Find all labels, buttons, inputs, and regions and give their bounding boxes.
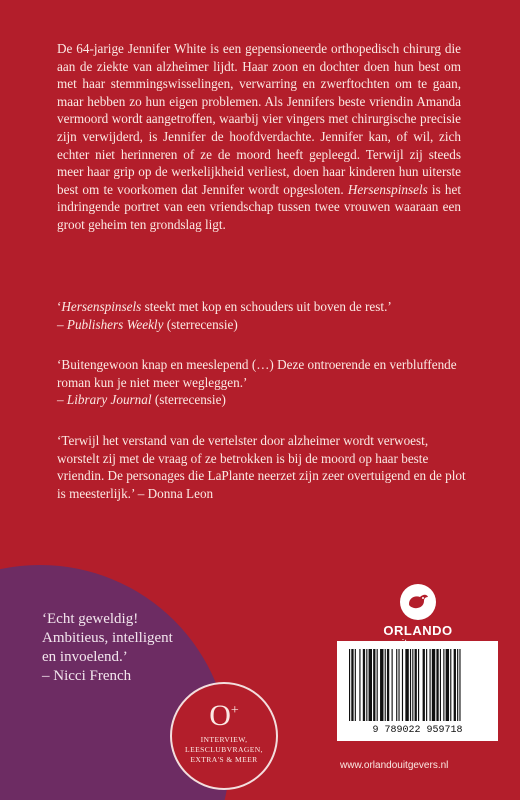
barcode-bar xyxy=(412,649,413,721)
barcode-bar xyxy=(359,649,360,721)
blurb-book-title: Hersenspinsels xyxy=(347,181,428,197)
barcode-bar xyxy=(385,649,386,721)
barcode-bar xyxy=(426,649,427,721)
barcode-bar xyxy=(402,649,403,721)
barcode-bars xyxy=(347,649,488,721)
barcode-bar xyxy=(446,649,449,721)
badge-text: INTERVIEW, LEESCLUBVRAGEN, EXTRA'S & MEER xyxy=(185,735,263,764)
quote-source: Library Journal xyxy=(66,392,152,408)
barcode-bar xyxy=(380,649,383,721)
blurb-end: is het indringende portret van een vriendschap tussen twee vrouwen waaraan een groot geheim ten grondslag ligt. xyxy=(57,181,461,232)
barcode-bar xyxy=(450,649,451,721)
extras-badge xyxy=(170,682,278,790)
barcode-bar xyxy=(363,649,365,721)
barcode-bar xyxy=(405,649,408,721)
publisher-name: ORLANDO xyxy=(383,623,453,638)
review-quote-1: ‘Hersenspinsels steekt met kop en schouders uit boven de rest.’ – Publishers Weekly (sterrecensie) xyxy=(57,299,392,332)
barcode-bar xyxy=(398,649,399,721)
barcode-bar xyxy=(396,649,397,721)
barcode-bar xyxy=(418,649,419,721)
barcode-bar xyxy=(366,649,367,721)
barcode-bar xyxy=(432,649,435,721)
barcode-bar xyxy=(392,649,393,721)
barcode-bar xyxy=(459,649,460,721)
barcode-bar xyxy=(410,649,411,721)
barcode-bar xyxy=(387,649,389,721)
barcode xyxy=(337,641,498,741)
barcode-bar xyxy=(436,649,438,721)
quote-book-title: Hersenspinsels xyxy=(61,299,142,314)
barcode-bar xyxy=(351,649,353,721)
blurb-text xyxy=(57,40,461,234)
barcode-bar xyxy=(355,649,356,721)
barcode-bar xyxy=(440,649,441,721)
quote-source: Publishers Weekly xyxy=(66,316,164,332)
bird-icon xyxy=(400,584,436,620)
barcode-bar xyxy=(377,649,378,721)
barcode-bar xyxy=(415,649,417,721)
barcode-bar xyxy=(457,649,458,721)
barcode-bar xyxy=(349,649,350,721)
barcode-bar xyxy=(373,649,375,721)
blurb-main: De 64-jarige Jennifer White is een gepensioneerde orthopedisch chirurg die aan de ziekte van alzheimer lijdt. Haar zoon en dochter doen hun best om met haar stemmingswisselingen, verwarring en zwerftochten om te gaan, maar hebben zo hun eigen problemen. Als Jennifers beste vriendin Amanda vermoord wordt aangetroffen, waarbij vier vingers met chirurgische precisie zijn verwijderd, is Jennifer de hoofdverdachte. Jennifer kan, of wil, zich echter niet herinneren of ze de moord heeft gepleegd. Terwijl zij steeds meer haar grip op de werkelijkheid verliest, doen haar kinderen hun uiterste best om te voorkomen dat Jennifer wordt opgesloten. xyxy=(57,41,461,197)
barcode-bar xyxy=(423,649,425,721)
review-quote-3: ‘Terwijl het verstand van de vertelster door alzheimer wordt verwoest, worstelt zij met de vraag of ze betrokken is bij de moord op haar beste vriendin. De personages die LaPlante neerzet zijn zeer overtuigend en de plot is meesterlijk.’ – Donna Leon xyxy=(57,433,466,501)
barcode-bar xyxy=(443,649,444,721)
barcode-bar xyxy=(430,649,431,721)
circle-quote: ‘Echt geweldig! Ambitieus, intelligent en invoelend.’ – Nicci French xyxy=(42,611,173,684)
barcode-bar xyxy=(369,649,372,721)
isbn-number: 9 789022 959718 xyxy=(372,725,463,736)
publisher-website: www.orlandouitgevers.nl xyxy=(340,760,449,771)
barcode-bar xyxy=(454,649,456,721)
o-plus-logo: O+ xyxy=(209,699,239,732)
review-quote-2: ‘Buitengewoon knap en meeslepend (…) Deze ontroerende en verbluffende roman kun je niet meer wegleggen.’ – Library Journal (sterrecensie) xyxy=(57,357,457,408)
